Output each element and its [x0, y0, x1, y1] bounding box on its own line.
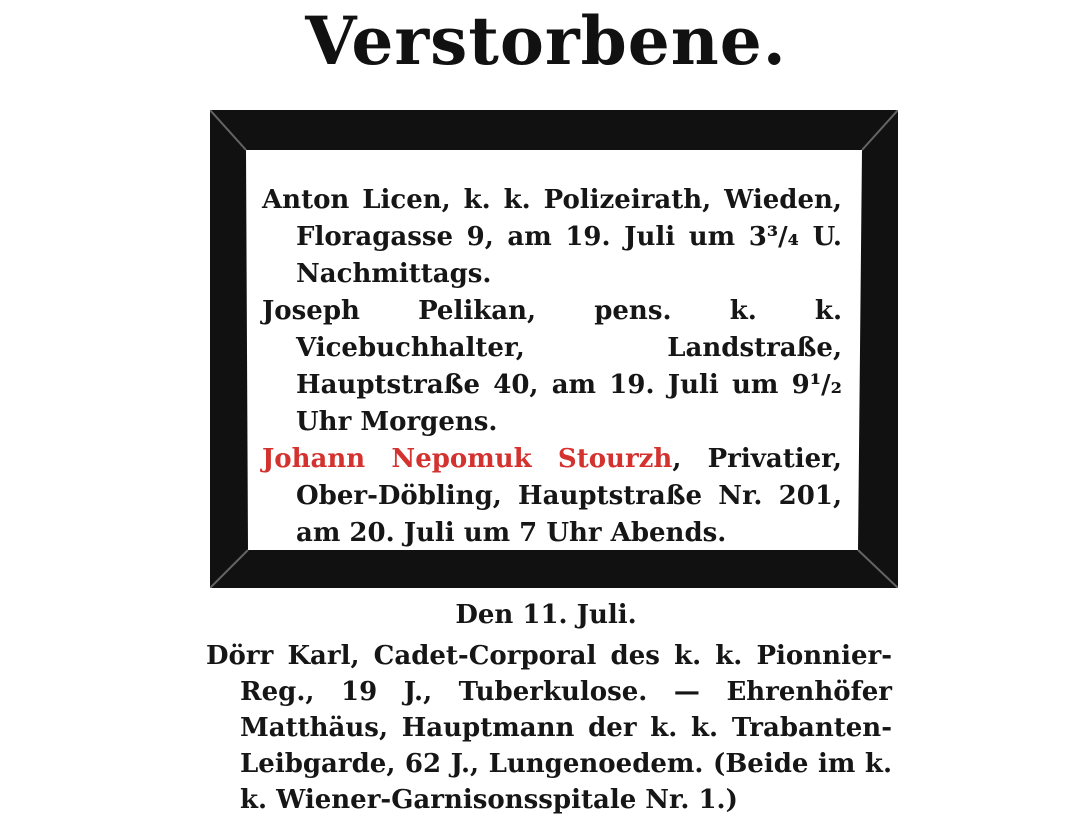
entry-text: Joseph Pelikan, pens. k. k. Vicebuchhalter, Landstraße, Hauptstraße 40, am 19. Juli um 9¹/₂ Uhr Morgens. [262, 296, 842, 437]
entry-text: Anton Licen, k. k. Polizeirath, Wieden, Floragasse 9, am 19. Juli um 3³/₄ U. Nachmittags. [262, 185, 842, 289]
entry-text: , Privatier, Ober-Döbling, Hauptstraße Nr. 201, am 20. Juli um 7 Uhr Abends. [296, 444, 842, 548]
page-heading: Verstorbene. [305, 2, 787, 80]
entry-pelikan [262, 293, 842, 441]
highlighted-name: Johann Nepomuk Stourzh [262, 444, 673, 474]
framed-entries [262, 182, 842, 552]
mourning-frame [210, 110, 898, 588]
entry-military-deaths: Dörr Karl, Cadet-Corporal des k. k. Pionnier-Reg., 19 J., Tuberkulose. — Ehrenhöfer Matthäus, Hauptmann der k. k. Trabanten-Leibgarde, 62 J., Lungenoedem. (Beide im k. k. Wiener-Garnisonsspitale Nr. 1.) [206, 641, 892, 815]
entry-stourzh [262, 441, 842, 552]
date-heading: Den 11. Juli. [455, 600, 637, 630]
entry-licen [262, 182, 842, 293]
